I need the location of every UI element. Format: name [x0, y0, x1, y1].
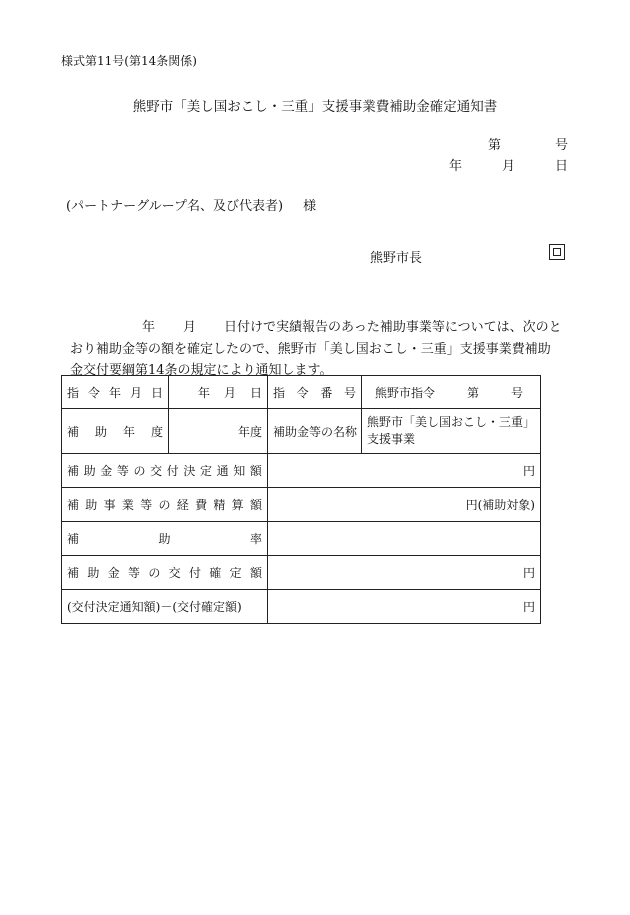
- doc-number-prefix: 第: [487, 138, 501, 153]
- table-row: [62, 590, 541, 624]
- document-date: [449, 155, 568, 174]
- doc-number-suffix: 号: [554, 138, 568, 153]
- difference-field: 円: [268, 590, 541, 624]
- table-row: [62, 488, 541, 522]
- table-row: [62, 409, 541, 454]
- body-month: 月: [183, 320, 197, 335]
- recipient-honorific: 様: [303, 199, 317, 214]
- subsidy-rate-field: [268, 522, 541, 556]
- body-line1-rest: 日付けで実績報告のあった補助事業等については、次のと: [224, 320, 562, 335]
- order-date-field: 年 月 日: [169, 376, 268, 409]
- table-row: [62, 376, 541, 409]
- table-row: [62, 454, 541, 488]
- subsidy-table: [61, 375, 541, 624]
- seal-mark-icon: [549, 244, 565, 260]
- document-number: [488, 134, 568, 153]
- notice-line-1: [70, 317, 574, 339]
- doc-date-day: 日: [554, 159, 568, 174]
- fiscal-year-field: 年度: [169, 409, 268, 454]
- doc-date-month: 月: [501, 159, 515, 174]
- label-difference: (交付決定通知額)－(交付確定額): [62, 590, 268, 624]
- table-row: [62, 556, 541, 590]
- label-fiscal-year: 補 助 年 度: [62, 409, 169, 454]
- notice-body: [70, 317, 574, 382]
- notice-line-2: おり補助金等の額を確定したので、熊野市「美し国おこし・三重」支援事業費補助: [70, 341, 551, 357]
- label-expense-settlement: 補 助 事 業 等 の 経 費 精 算 額: [62, 488, 268, 522]
- label-grant-decision-amount: 補 助 金 等 の 交 付 決 定 通 知 額: [62, 454, 268, 488]
- label-subsidy-name: 補助金等の名称: [268, 409, 362, 454]
- label-subsidy-rate: 補 助 率: [62, 522, 268, 556]
- subsidy-name-field: 熊野市「美し国おこし・三重」 支援事業: [362, 409, 541, 454]
- grant-decision-amount-field: 円: [268, 454, 541, 488]
- grant-confirmed-amount-field: 円: [268, 556, 541, 590]
- form-number: 様式第11号(第14条関係): [61, 54, 197, 68]
- expense-settlement-field: 円(補助対象): [268, 488, 541, 522]
- doc-date-year: 年: [448, 159, 462, 174]
- table-row: [62, 522, 541, 556]
- body-year: 年: [142, 320, 156, 335]
- label-order-date: 指 令 年 月 日: [62, 376, 169, 409]
- sender-title: 熊野市長: [370, 251, 423, 266]
- order-number-field: 熊野市指令 第 号: [362, 376, 541, 409]
- recipient-name: (パートナーグループ名、及び代表者): [66, 199, 284, 214]
- label-order-number: 指 令 番 号: [268, 376, 362, 409]
- notice-line-3: 金交付要綱第14条の規定により通知します。: [70, 363, 333, 378]
- recipient: [66, 195, 316, 214]
- document-title: 熊野市「美し国おこし・三重」支援事業費補助金確定通知書: [132, 99, 498, 115]
- label-grant-confirmed-amount: 補 助 金 等 の 交 付 確 定 額: [62, 556, 268, 590]
